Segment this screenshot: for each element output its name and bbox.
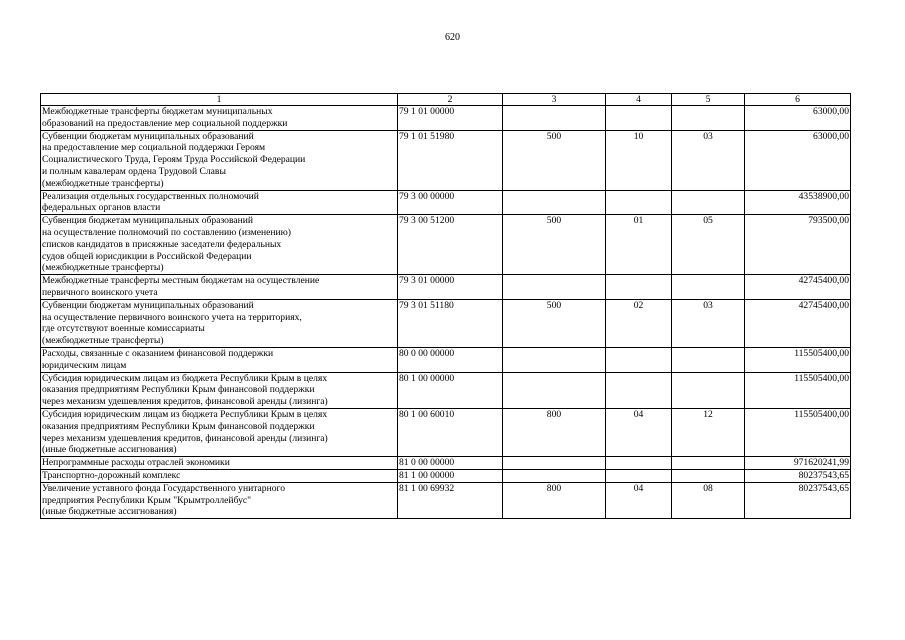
row-name-cell: Межбюджетные трансферты местным бюджетам на осуществление первичного воинского учета (41, 275, 398, 300)
row-name-cell: Субвенции бюджетам муниципальных образований на предоставление мер социальной поддержки Героям Социалистического Труда, Героям Труда Российской Федерации и полным кавалерам ордена Трудовой Славы (межбюджетные трансферты) (41, 130, 398, 190)
row-section-cell (606, 372, 672, 408)
row-name-cell: Непрограммные расходы отраслей экономики (41, 457, 398, 470)
row-name-cell: Субсидия юридическим лицам из бюджета Республики Крым в целях оказания предприятиям Республики Крым финансовой поддержки через механизм удешевления кредитов, финансовой аренды (лизинга) (иные бюджетные ассигнования) (41, 408, 398, 456)
header-col-3: 3 (503, 94, 606, 106)
budget-table (40, 93, 851, 519)
table-row (41, 190, 851, 215)
row-subsection-cell (672, 457, 745, 470)
table-row (41, 347, 851, 372)
row-code-cell: 79 1 01 51980 (398, 130, 503, 190)
row-amount-cell: 971620241,99 (745, 457, 851, 470)
row-vr-cell (503, 469, 606, 482)
header-col-2: 2 (398, 94, 503, 106)
row-subsection-cell (672, 190, 745, 215)
header-col-5: 5 (672, 94, 745, 106)
row-section-cell: 04 (606, 408, 672, 456)
table-row (41, 275, 851, 300)
row-amount-cell: 115505400,00 (745, 408, 851, 456)
row-name-cell: Субсидия юридическим лицам из бюджета Республики Крым в целях оказания предприятиям Республики Крым финансовой поддержки через механизм удешевления кредитов, финансовой аренды (лизинга) (41, 372, 398, 408)
row-subsection-cell (672, 106, 745, 131)
row-section-cell (606, 190, 672, 215)
row-subsection-cell: 05 (672, 215, 745, 275)
row-subsection-cell (672, 469, 745, 482)
row-amount-cell: 115505400,00 (745, 347, 851, 372)
row-name-cell: Реализация отдельных государственных полномочий федеральных органов власти (41, 190, 398, 215)
table-row (41, 299, 851, 347)
row-subsection-cell: 03 (672, 130, 745, 190)
row-name-cell: Транспортно-дорожный комплекс (41, 469, 398, 482)
row-section-cell: 01 (606, 215, 672, 275)
row-vr-cell (503, 457, 606, 470)
table-row (41, 215, 851, 275)
table-row (41, 482, 851, 518)
row-name-cell: Субвенции бюджетам муниципальных образований на осуществление первичного воинского учета на территориях, где отсутствуют военные комиссариаты (межбюджетные трансферты) (41, 299, 398, 347)
row-code-cell: 79 3 00 51200 (398, 215, 503, 275)
row-code-cell: 79 3 01 51180 (398, 299, 503, 347)
row-amount-cell: 115505400,00 (745, 372, 851, 408)
row-name-cell: Увеличение уставного фонда Государственного унитарного предприятия Республики Крым "Крымтроллейбус" (иные бюджетные ассигнования) (41, 482, 398, 518)
table-row (41, 130, 851, 190)
header-col-6: 6 (745, 94, 851, 106)
row-vr-cell: 800 (503, 408, 606, 456)
row-subsection-cell (672, 347, 745, 372)
row-code-cell: 80 1 00 60010 (398, 408, 503, 456)
row-code-cell: 80 0 00 00000 (398, 347, 503, 372)
row-vr-cell (503, 372, 606, 408)
header-row (41, 94, 851, 106)
row-vr-cell: 500 (503, 299, 606, 347)
page-number: 620 (445, 32, 460, 43)
table-row (41, 469, 851, 482)
row-vr-cell (503, 347, 606, 372)
row-section-cell: 02 (606, 299, 672, 347)
table-row (41, 372, 851, 408)
row-subsection-cell: 03 (672, 299, 745, 347)
row-vr-cell: 500 (503, 130, 606, 190)
row-section-cell (606, 469, 672, 482)
row-subsection-cell: 08 (672, 482, 745, 518)
row-section-cell (606, 106, 672, 131)
row-amount-cell: 42745400,00 (745, 275, 851, 300)
row-name-cell: Межбюджетные трансферты бюджетам муниципальных образований на предоставление мер социальной поддержки (41, 106, 398, 131)
row-section-cell (606, 275, 672, 300)
row-code-cell: 79 3 00 00000 (398, 190, 503, 215)
row-amount-cell: 42745400,00 (745, 299, 851, 347)
header-col-4: 4 (606, 94, 672, 106)
row-subsection-cell (672, 275, 745, 300)
row-section-cell: 10 (606, 130, 672, 190)
row-subsection-cell: 12 (672, 408, 745, 456)
table-body (41, 106, 851, 519)
row-amount-cell: 63000,00 (745, 130, 851, 190)
row-amount-cell: 43538900,00 (745, 190, 851, 215)
row-vr-cell (503, 190, 606, 215)
table-row (41, 106, 851, 131)
row-code-cell: 81 0 00 00000 (398, 457, 503, 470)
row-amount-cell: 793500,00 (745, 215, 851, 275)
row-section-cell (606, 457, 672, 470)
table-row (41, 408, 851, 456)
row-vr-cell: 800 (503, 482, 606, 518)
row-code-cell: 80 1 00 00000 (398, 372, 503, 408)
row-amount-cell: 80237543,65 (745, 482, 851, 518)
header-col-1: 1 (41, 94, 398, 106)
table-row (41, 457, 851, 470)
row-section-cell: 04 (606, 482, 672, 518)
row-subsection-cell (672, 372, 745, 408)
row-code-cell: 79 3 01 00000 (398, 275, 503, 300)
row-code-cell: 81 1 00 69932 (398, 482, 503, 518)
row-section-cell (606, 347, 672, 372)
row-code-cell: 81 1 00 00000 (398, 469, 503, 482)
row-amount-cell: 63000,00 (745, 106, 851, 131)
row-vr-cell (503, 106, 606, 131)
row-vr-cell: 500 (503, 215, 606, 275)
row-vr-cell (503, 275, 606, 300)
row-name-cell: Субвенция бюджетам муниципальных образований на осуществление полномочий по составлению (изменению) списков кандидатов в присяжные заседатели федеральных судов общей юрисдикции в Российской Федерации (межбюджетные трансферты) (41, 215, 398, 275)
row-amount-cell: 80237543,65 (745, 469, 851, 482)
row-name-cell: Расходы, связанные с оказанием финансовой поддержки юридическим лицам (41, 347, 398, 372)
row-code-cell: 79 1 01 00000 (398, 106, 503, 131)
